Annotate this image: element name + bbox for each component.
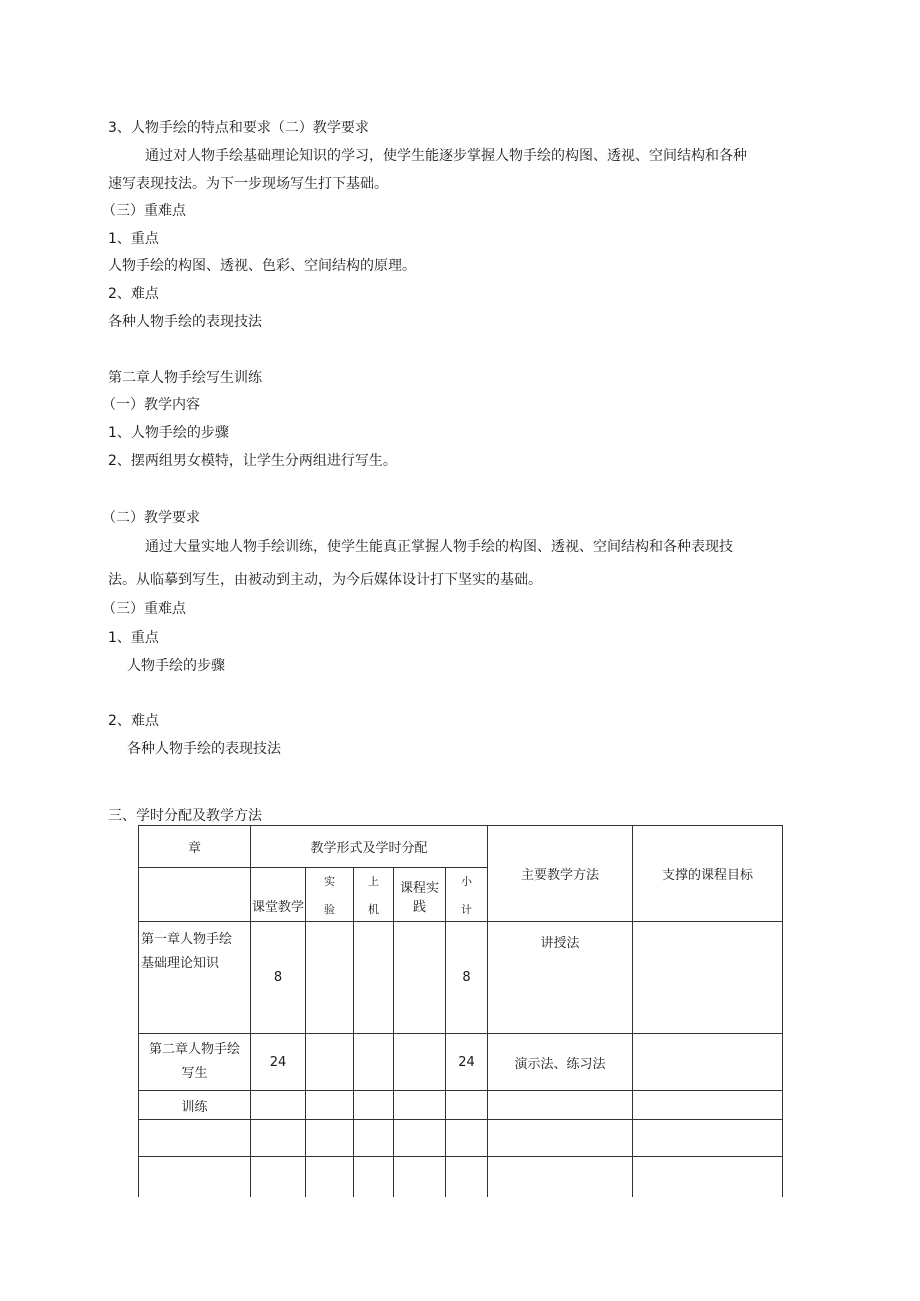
row-2-method: 演示法、练习法 [488, 1034, 633, 1091]
header-experiment [306, 868, 354, 922]
header-computer-char-1: 上 [368, 874, 379, 888]
header-subtotal [446, 868, 488, 922]
row-3-total [446, 1091, 488, 1120]
row-1-goal [633, 922, 783, 1034]
header-main-methods: 主要教学方法 [488, 826, 633, 922]
row-1-total: 8 [446, 922, 488, 1034]
row-3-practice [394, 1091, 446, 1120]
row-3-chapter: 训练 [139, 1091, 251, 1120]
table-row [139, 1091, 783, 1120]
chapter-2-difficulty-label: 2、难点 [108, 713, 159, 729]
row-3-goal [633, 1091, 783, 1120]
row-3-experiment [306, 1091, 354, 1120]
difficulty-heading: （三）重难点 [102, 203, 186, 219]
row-2-classroom: 24 [251, 1034, 306, 1091]
chapter-2-difficulty-heading: （三）重难点 [102, 601, 186, 617]
chapter-2-title: 第二章人物手绘写生训练 [108, 370, 262, 386]
chapter-2-key-point-label: 1、重点 [108, 630, 159, 646]
row-3-computer [354, 1091, 394, 1120]
row-2-goal [633, 1034, 783, 1091]
chapter-2-difficulty-text: 各种人物手绘的表现技法 [127, 741, 281, 757]
row-1-practice [394, 922, 446, 1034]
row-2-chapter-line-1: 第二章人物手绘 [148, 1042, 240, 1057]
table-row-empty [139, 1120, 783, 1157]
row-1-method: 讲授法 [488, 922, 633, 1034]
chapter-2-requirement-line-2: 法。从临摹到写生，由被动到主动，为今后媒体设计打下坚实的基础。 [108, 572, 542, 588]
header-experiment-char-2: 验 [324, 902, 335, 916]
row-1-computer [354, 922, 394, 1034]
chapter-2-key-point-text: 人物手绘的步骤 [127, 658, 225, 674]
hours-allocation-table [138, 825, 783, 1197]
header-teaching-forms: 教学形式及学时分配 [251, 826, 488, 868]
chapter-2-content-item-1: 1、人物手绘的步骤 [108, 425, 229, 441]
chapter-2-requirement-line-1: 通过大量实地人物手绘训练，使学生能真正掌握人物手绘的构图、透视、空间结构和各种表现技 [145, 539, 733, 555]
row-1-chapter-line-2: 基础理论知识 [141, 956, 220, 971]
row-1-classroom: 8 [251, 922, 306, 1034]
header-course-goals: 支撑的课程目标 [633, 826, 783, 922]
section-3-title: 三、学时分配及教学方法 [108, 808, 262, 824]
requirement-paragraph-line-2: 速写表现技法。为下一步现场写生打下基础。 [108, 176, 388, 192]
item-3-heading: 3、人物手绘的特点和要求（二）教学要求 [108, 120, 369, 136]
row-2-practice [394, 1034, 446, 1091]
requirement-paragraph-line-1: 通过对人物手绘基础理论知识的学习，使学生能逐步掌握人物手绘的构图、透视、空间结构和各种 [145, 148, 747, 164]
row-3-method [488, 1091, 633, 1120]
header-experiment-char-1: 实 [324, 874, 335, 888]
row-2-total: 24 [446, 1034, 488, 1091]
header-subtotal-char-1: 小 [461, 874, 473, 888]
difficulty-label: 2、难点 [108, 286, 159, 302]
chapter-2-requirement-heading: （二）教学要求 [102, 510, 200, 526]
row-1-chapter-line-1: 第一章人物手绘 [141, 932, 233, 947]
row-3-classroom [251, 1091, 306, 1120]
chapter-2-content-item-2: 2、摆两组男女模特，让学生分两组进行写生。 [108, 453, 397, 469]
header-classroom: 课堂教学 [251, 868, 306, 922]
table-row [139, 1034, 783, 1091]
chapter-2-content-heading: （一）教学内容 [102, 397, 200, 413]
row-2-experiment [306, 1034, 354, 1091]
table-header-row-1 [139, 826, 783, 868]
difficulty-text: 各种人物手绘的表现技法 [108, 314, 262, 330]
header-chapter-blank [139, 868, 251, 922]
header-practice: 课程实践 [394, 868, 446, 922]
key-point-text: 人物手绘的构图、透视、色彩、空间结构的原理。 [108, 258, 416, 274]
row-2-chapter [139, 1034, 251, 1091]
key-point-label: 1、重点 [108, 231, 159, 247]
header-chapter: 章 [139, 826, 251, 868]
row-1-experiment [306, 922, 354, 1034]
header-computer [354, 868, 394, 922]
header-computer-char-2: 机 [368, 902, 379, 916]
row-1-chapter [139, 922, 251, 1034]
table-row [139, 922, 783, 1034]
row-2-chapter-line-2: 写生 [181, 1066, 208, 1081]
row-2-computer [354, 1034, 394, 1091]
header-subtotal-char-2: 计 [461, 902, 473, 916]
table-row-empty [139, 1157, 783, 1197]
